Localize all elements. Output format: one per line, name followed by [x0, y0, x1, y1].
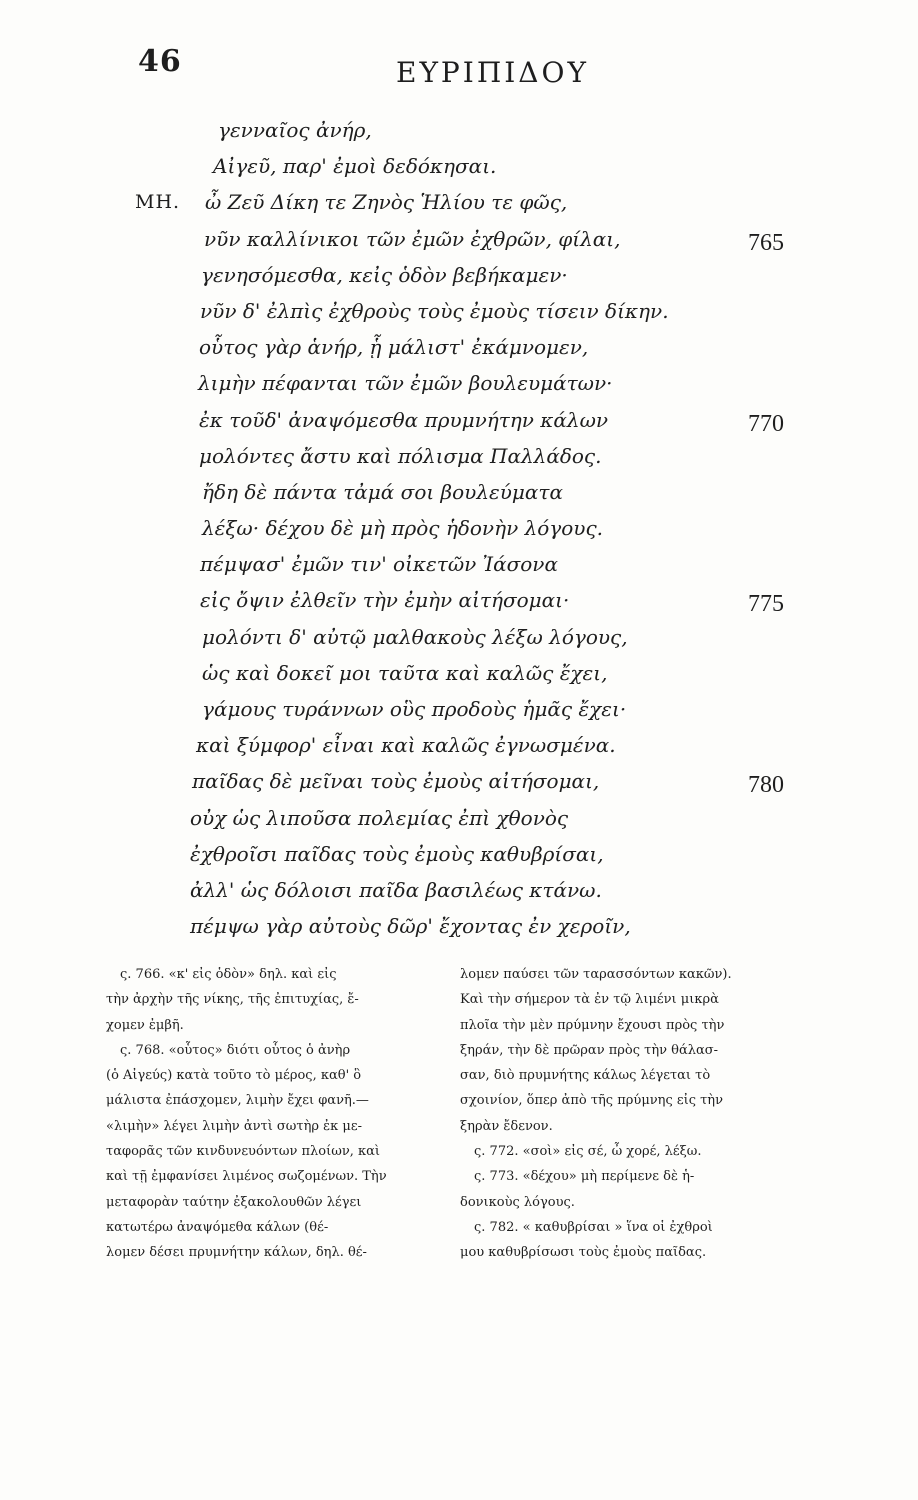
verse-line	[0, 619, 918, 655]
footnote-line: ς. 768. «οὗτος» διότι οὗτος ὁ ἀνὴρ	[120, 1042, 351, 1058]
footnote-line: κατωτέρω ἀναψόμεθα κάλων (θέ-	[106, 1219, 329, 1235]
verse-line	[0, 691, 918, 727]
footnote-line: «λιμὴν» λέγει λιμὴν ἀντὶ σωτὴρ ἐκ με-	[106, 1118, 362, 1134]
verse-text: ὡς καὶ δοκεῖ μοι ταῦτα καὶ καλῶς ἔχει,	[202, 660, 608, 685]
footnote-line: ξηρὰν ἔδενον.	[460, 1118, 553, 1134]
verse-text: ἐκ τοῦδ' ἀναψόμεσθα πρυμνήτην κάλων	[199, 407, 609, 432]
running-head: ΕΥΡΙΠΙΔΟΥ	[396, 56, 589, 89]
footnote-line: μου καθυβρίσωσι τοὺς ἐμοὺς παῖδας.	[460, 1245, 707, 1261]
footnote-line: λομεν παύσει τῶν ταρασσόντων κακῶν).	[460, 967, 732, 982]
speaker-label: ΜΗ.	[135, 191, 181, 214]
line-number: 780	[748, 772, 784, 799]
verse-line	[0, 836, 918, 872]
footnote-line: καὶ τῇ ἐμφανίσει λιμένος σωζομένων. Τὴν	[106, 1169, 387, 1185]
verse-text: γενησόμεσθα, κεἰς ὁδὸν βεβήκαμεν·	[201, 262, 568, 287]
footnotes-left-column	[106, 962, 446, 1266]
verse-line	[0, 148, 918, 184]
verse-text: ἤδη δὲ πάντα τἀμά σοι βουλεύματα	[202, 479, 563, 504]
footnote-line: σαν, διὸ πρυμνήτης κάλως λέγεται τὸ	[460, 1068, 711, 1084]
footnote-line: λομεν δέσει πρυμνήτην κάλων, δηλ. θέ-	[106, 1245, 367, 1261]
verse-text: εἰς ὄψιν ἐλθεῖν τὴν ἐμὴν αἰτήσομαι·	[200, 588, 570, 613]
footnote-line: μάλιστα ἐπάσχομεν, λιμὴν ἔχει φανῆ.—	[106, 1093, 369, 1109]
footnote-line: μεταφορὰν ταύτην ἐξακολουθῶν λέγει	[106, 1194, 362, 1210]
verse-line	[0, 763, 918, 799]
verse-line	[0, 257, 918, 293]
verse-line	[0, 800, 918, 836]
footnote-line: σχοινίον, ὅπερ ἀπὸ τῆς πρύμνης εἰς τὴν	[460, 1093, 723, 1109]
verse-text: ἀλλ' ὡς δόλοισι παῖδα βασιλέως κτάνω.	[190, 877, 602, 902]
verse-line	[0, 293, 918, 329]
line-number: 765	[748, 229, 784, 256]
line-number: 770	[748, 410, 784, 437]
verse-line	[0, 872, 918, 908]
verse-text: γενναῖος ἀνήρ,	[218, 118, 372, 142]
footnote-line: ταφορᾶς τῶν κινδυνευόντων πλοίων, καὶ	[106, 1144, 380, 1160]
verse-line	[0, 510, 918, 546]
footnote-line: χομεν ἐμβῆ.	[106, 1017, 184, 1033]
verse-line	[0, 438, 918, 474]
verse-line	[0, 365, 918, 401]
verse-text: νῦν καλλίνικοι τῶν ἐμῶν ἐχθρῶν, φίλαι,	[204, 226, 621, 251]
verse-block	[0, 112, 918, 944]
verse-text: γάμους τυράννων οὓς προδοὺς ἡμᾶς ἔχει·	[202, 697, 627, 721]
verse-text: λιμὴν πέφανται τῶν ἐμῶν βουλευμάτων·	[198, 371, 613, 396]
footnote-line: πλοῖα τὴν μὲν πρύμνην ἔχουσι πρὸς τὴν	[460, 1017, 725, 1033]
verse-line	[0, 655, 918, 691]
verse-line	[0, 727, 918, 763]
verse-text: ἐχθροῖσι παῖδας τοὺς ἐμοὺς καθυβρίσαι,	[190, 841, 604, 866]
verse-text: νῦν δ' ἐλπὶς ἐχθροὺς τοὺς ἐμοὺς τίσειν δίκην.	[200, 298, 669, 323]
footnote-line: ξηράν, τὴν δὲ πρῶραν πρὸς τὴν θάλασ-	[460, 1042, 719, 1058]
footnote-line: ς. 766. «κ' εἰς ὁδὸν» δηλ. καὶ εἰς	[120, 967, 337, 982]
verse-line	[0, 908, 918, 944]
footnote-line: Καὶ τὴν σήμερον τὰ ἐν τῷ λιμένι μικρὰ	[460, 992, 719, 1008]
page-number: 46	[138, 44, 182, 79]
verse-line	[0, 329, 918, 365]
footnote-line: ς. 772. «σοὶ» εἰς σέ, ὦ χορέ, λέξω.	[474, 1144, 702, 1160]
verse-text: καὶ ξύμφορ' εἶναι καὶ καλῶς ἐγνωσμένα.	[196, 733, 616, 758]
verse-text: πέμψασ' ἐμῶν τιν' οἰκετῶν Ἰάσονα	[200, 552, 558, 577]
footnote-line: (ὁ Αἰγεύς) κατὰ τοῦτο τὸ μέρος, καθ' ὃ	[106, 1068, 362, 1084]
footnote-line: δονικοὺς λόγους.	[460, 1194, 575, 1210]
footnote-line: ς. 773. «δέχου» μὴ περίμενε δὲ ἡ-	[474, 1169, 695, 1185]
verse-line	[0, 221, 918, 257]
verse-line	[0, 184, 918, 220]
verse-text: μολόντες ἄστυ καὶ πόλισμα Παλλάδος.	[199, 443, 602, 468]
verse-text: λέξω· δέχου δὲ μὴ πρὸς ἡδονὴν λόγους.	[202, 516, 604, 541]
line-number: 775	[748, 591, 784, 618]
verse-text: ὦ Ζεῦ Δίκη τε Ζηνὸς Ἡλίου τε φῶς,	[205, 190, 568, 215]
verse-text: Αἰγεῦ, παρ' ἐμοὶ δεδόκησαι.	[213, 154, 497, 179]
verse-line	[0, 112, 918, 148]
verse-text: οὐχ ὡς λιποῦσα πολεμίας ἐπὶ χθονὸς	[190, 805, 569, 830]
verse-text: μολόντι δ' αὐτῷ μαλθακοὺς λέξω λόγους,	[202, 624, 628, 649]
verse-text: παῖδας δὲ μεῖναι τοὺς ἐμοὺς αἰτήσομαι,	[192, 769, 600, 794]
verse-line	[0, 474, 918, 510]
verse-line	[0, 402, 918, 438]
verse-line	[0, 582, 918, 618]
verse-text: πέμψω γὰρ αὐτοὺς δῶρ' ἔχοντας ἐν χεροῖν,	[190, 914, 631, 939]
footnote-line: ς. 782. « καθυβρίσαι » ἵνα οἱ ἐχθροὶ	[474, 1219, 713, 1235]
verse-line	[0, 546, 918, 582]
verse-text: οὗτος γὰρ ἁνήρ, ᾗ μάλιστ' ἐκάμνομεν,	[199, 335, 589, 360]
footnotes-right-column	[460, 962, 800, 1266]
footnote-line: τὴν ἀρχὴν τῆς νίκης, τῆς ἐπιτυχίας, ἔ-	[106, 992, 359, 1008]
